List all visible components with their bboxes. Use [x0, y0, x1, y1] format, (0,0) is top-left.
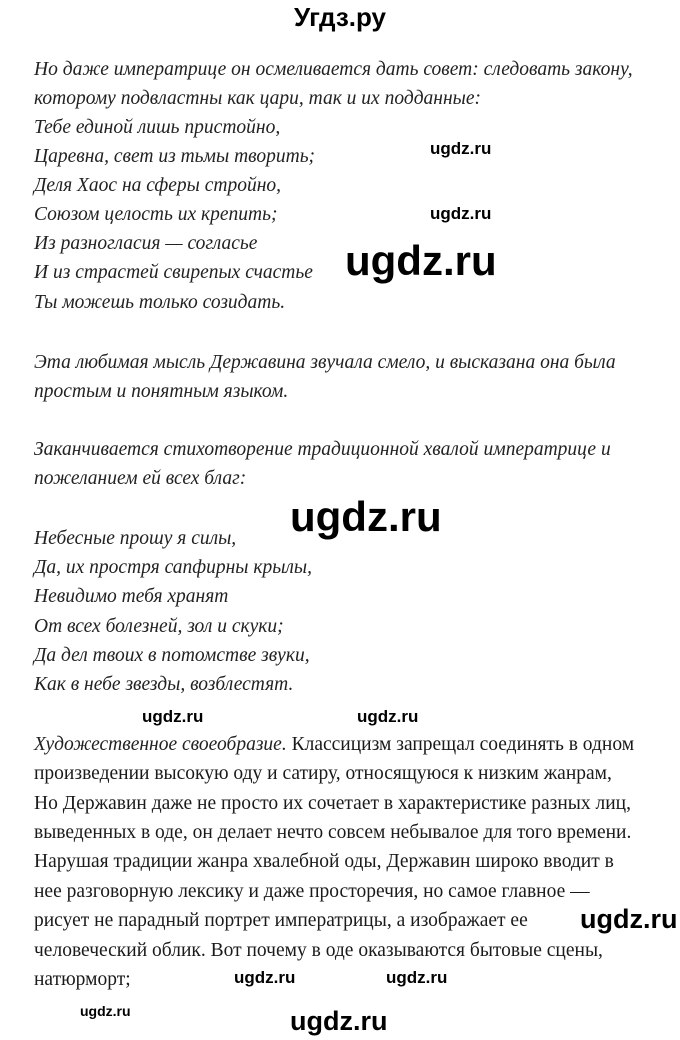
watermark: ugdz.ru — [386, 968, 448, 987]
watermark: ugdz.ru — [290, 493, 442, 540]
paragraph-line — [34, 734, 634, 756]
watermark: ugdz.ru — [234, 968, 296, 987]
section-lead: Художественное своеобразие. — [34, 734, 287, 755]
watermark: ugdz.ru — [290, 1006, 388, 1036]
paragraph-line: которому подвластны как цари, так и их подданные: — [34, 88, 482, 109]
paragraph-line: пожеланием ей всех благ: — [34, 468, 247, 489]
watermark: ugdz.ru — [430, 204, 492, 223]
poem-line: И из страстей свирепых счастье — [34, 262, 313, 283]
paragraph-line: простым и понятным языком. — [34, 381, 289, 402]
watermark: ugdz.ru — [580, 904, 678, 934]
poem-line: Невидимо тебя хранят — [34, 586, 229, 607]
paragraph-line: рисует не парадный портрет императрицы, а изображает ее — [34, 910, 528, 931]
watermark: ugdz.ru — [345, 237, 497, 284]
poem-line: Союзом целость их крепить; — [34, 204, 278, 225]
paragraph-line: натюрморт; — [34, 969, 131, 990]
poem-line: Да дел твоих в потомстве звуки, — [34, 645, 310, 666]
poem-line: От всех болезней, зол и скуки; — [34, 616, 284, 637]
header-title: Угдз.ру — [294, 2, 386, 32]
paragraph-line: Эта любимая мысль Державина звучала смело, и высказана она была — [34, 352, 616, 373]
paragraph-line: произведении высокую оду и сатиру, относящуюся к низким жанрам, — [34, 763, 612, 784]
paragraph-line: человеческий облик. Вот почему в оде оказываются бытовые сцены, — [34, 940, 603, 961]
paragraph-text: Классицизм запрещал соединять в одном — [286, 734, 635, 755]
watermark: ugdz.ru — [430, 139, 492, 158]
watermark: ugdz.ru — [80, 1003, 131, 1019]
poem-line: Как в небе звезды, возблестят. — [34, 674, 294, 695]
poem-line: Деля Хаос на сферы стройно, — [34, 175, 282, 196]
poem-line: Небесные прошу я силы, — [34, 528, 237, 549]
paragraph-line: Нарушая традиции жанра хвалебной оды, Державин широко вводит в — [34, 851, 614, 872]
poem-line: Тебе единой лишь пристойно, — [34, 117, 281, 138]
poem-line: Ты можешь только созидать. — [34, 292, 286, 313]
poem-line: Да, их простря сапфирны крылы, — [34, 557, 313, 578]
paragraph-line: нее разговорную лексику и даже просторечия, но самое главное — — [34, 881, 590, 902]
watermark: ugdz.ru — [357, 707, 419, 726]
poem-line: Царевна, свет из тьмы творить; — [34, 146, 316, 167]
paragraph-line: Заканчивается стихотворение традиционной хвалой императрице и — [34, 439, 611, 460]
paragraph-line: Но Державин даже не просто их сочетает в характеристике разных лиц, — [34, 793, 631, 814]
paragraph-line: выведенных в оде, он делает нечто совсем небывалое для того времени. — [34, 822, 632, 843]
paragraph-line: Но даже императрице он осмеливается дать совет: следовать закону, — [34, 59, 633, 80]
watermark: ugdz.ru — [142, 707, 204, 726]
poem-line: Из разногласия — согласье — [34, 233, 258, 254]
